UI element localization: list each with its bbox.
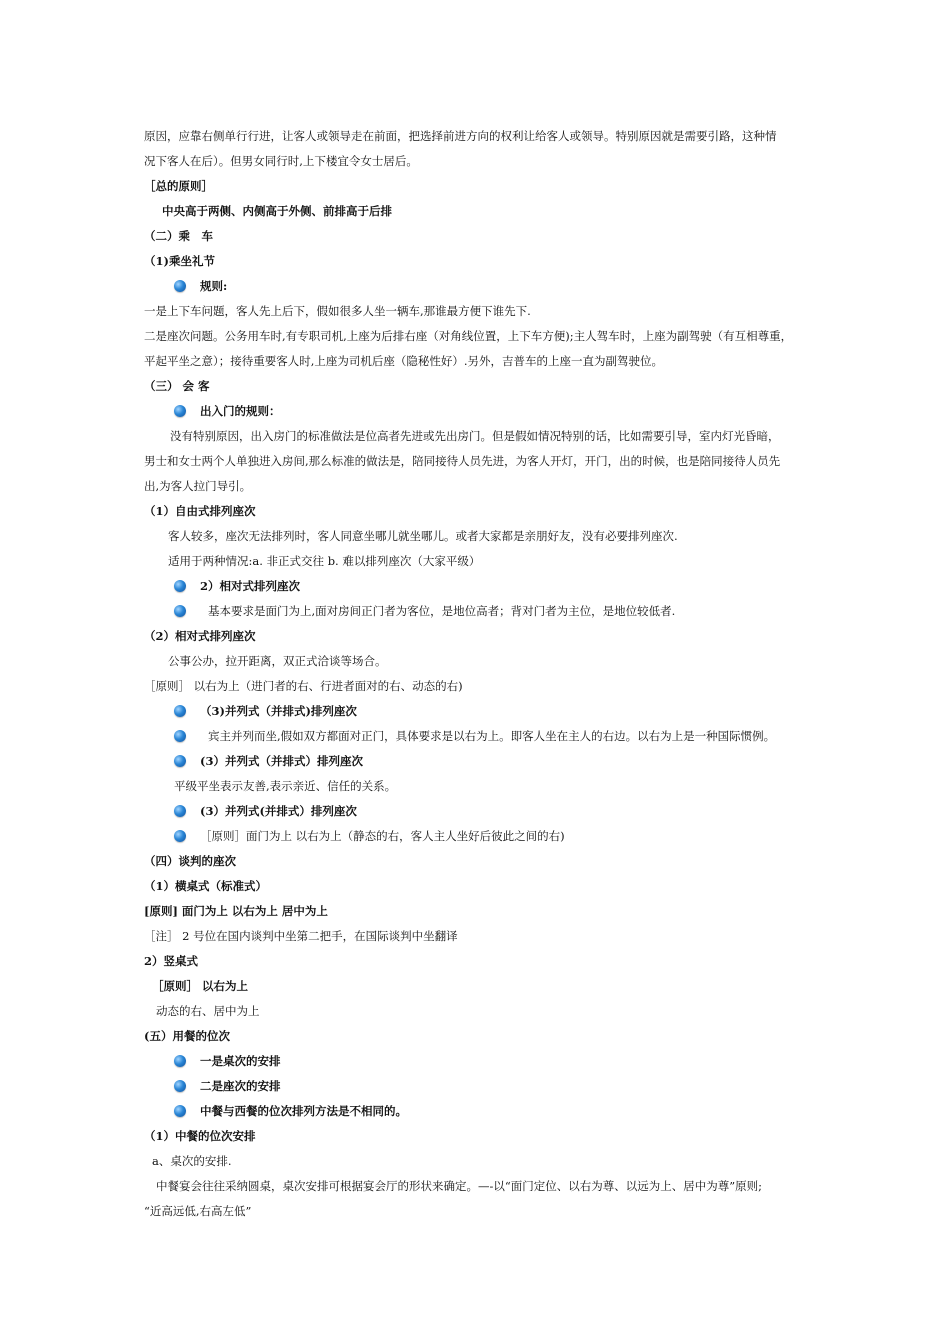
paragraph-line: ［原则］ 以右为上（进门者的右、行进者面对的右、动态的右) xyxy=(144,679,463,693)
section-heading: (五）用餐的位次 xyxy=(144,1029,230,1043)
paragraph-line: 出,为客人拉门导引。 xyxy=(144,479,252,493)
bullet-item: (3）并列式(并排式）排列座次 xyxy=(174,803,357,819)
subsection-heading: （1)乘坐礼节 xyxy=(144,254,215,268)
bullet-icon xyxy=(174,605,186,617)
bullet-icon xyxy=(174,755,186,767)
bullet-item: 中餐与西餐的位次排列方法是不相同的。 xyxy=(174,1103,407,1119)
bullet-item: 规则: xyxy=(174,278,227,294)
bullet-icon xyxy=(174,1080,186,1092)
bullet-item: 一是桌次的安排 xyxy=(174,1053,281,1069)
paragraph-line: a、桌次的安排. xyxy=(152,1154,232,1168)
paragraph-line: “近高远低,右高左低” xyxy=(144,1204,252,1218)
paragraph-line: 原因，应靠右侧单行行进，让客人或领导走在前面，把选择前进方向的权利让给客人或领导。特别原因就是需要引路，这种情 xyxy=(144,129,777,143)
paragraph-line: 一是上下车问题，客人先上后下，假如很多人坐一辆车,那谁最方便下谁先下. xyxy=(144,304,531,318)
bullet-item: ［原则］面门为上 以右为上（静态的右，客人主人坐好后彼此之间的右) xyxy=(174,828,565,844)
section-heading: （四）谈判的座次 xyxy=(144,854,236,868)
bullet-item: 出入门的规则： xyxy=(174,403,281,419)
bullet-item: 二是座次的安排 xyxy=(174,1078,281,1094)
paragraph-line: 公事公办，拉开距离，双正式洽谈等场合。 xyxy=(168,654,387,668)
subsection-heading: （1）横桌式（标准式） xyxy=(144,879,268,893)
paragraph-line: 况下客人在后）。但男女同行时,上下楼宜令女士居后。 xyxy=(144,154,418,168)
bullet-item: 基本要求是面门为上,面对房间正门者为客位，是地位高者；背对门者为主位，是地位较低者. xyxy=(174,603,675,619)
bullet-item: 宾主并列而坐,假如双方都面对正门，具体要求是以右为上。即客人坐在主人的右边。以右为上是一种国际惯例。 xyxy=(174,728,775,744)
paragraph-line: 二是座次问题。公务用车时,有专职司机,上座为后排右座（对角线位置，上下车方便);主人驾车时，上座为副驾驶（有互相尊重， xyxy=(144,329,793,343)
bullet-icon xyxy=(174,580,186,592)
paragraph-line: 适用于两种情况:a. 非正式交往 b. 难以排列座次（大家平级） xyxy=(168,554,481,568)
principle-line: 中央高于两侧、内侧高于外侧、前排高于后排 xyxy=(162,204,392,218)
paragraph-line: 男士和女士两个人单独进入房间,那么标准的做法是，陪同接待人员先进，为客人开灯，开门，出的时候，也是陪同接待人员先 xyxy=(144,454,781,468)
paragraph-line: 平起平坐之意）；接待重要客人时,上座为司机后座（隐秘性好）.另外，吉普车的上座一直为副驾驶位。 xyxy=(144,354,664,368)
paragraph-line: 没有特别原因，出入房门的标准做法是位高者先进或先出房门。但是假如情况特别的话，比如需要引导，室内灯光昏暗， xyxy=(170,429,780,443)
bullet-icon xyxy=(174,1055,186,1067)
paragraph-line: 平级平坐表示友善,表示亲近、信任的关系。 xyxy=(174,779,397,793)
principle-line: [原则] 面门为上 以右为上 居中为上 xyxy=(144,904,328,918)
paragraph-line: 中餐宴会往往采纳圆桌，桌次安排可根据宴会厅的形状来确定。—-以“面门定位、以右为尊、以远为上、居中为尊”原则; xyxy=(156,1179,763,1193)
bullet-icon xyxy=(174,805,186,817)
subsection-heading: （2）相对式排列座次 xyxy=(144,629,256,643)
paragraph-line: 客人较多，座次无法排列时，客人同意坐哪儿就坐哪儿。或者大家都是亲朋好友，没有必要排列座次. xyxy=(168,529,678,543)
note-line: ［注］ 2 号位在国内谈判中坐第二把手，在国际谈判中坐翻译 xyxy=(144,929,458,943)
bullet-icon xyxy=(174,1105,186,1117)
principle-line: ［原则］ 以右为上 xyxy=(152,979,249,993)
section-heading: （二）乘 车 xyxy=(144,229,213,243)
subsection-heading: （1）自由式排列座次 xyxy=(144,504,256,518)
subsection-heading: （1）中餐的位次安排 xyxy=(144,1129,256,1143)
bullet-icon xyxy=(174,405,186,417)
paragraph-line: 动态的右、居中为上 xyxy=(156,1004,260,1018)
bullet-icon xyxy=(174,705,186,717)
bullet-item: （3)并列式（并排式)排列座次 xyxy=(174,703,357,719)
bullet-icon xyxy=(174,830,186,842)
bullet-item: 2）相对式排列座次 xyxy=(174,578,300,594)
bullet-icon xyxy=(174,730,186,742)
bullet-item: (3）并列式（并排式）排列座次 xyxy=(174,753,363,769)
subsection-heading: 2）竖桌式 xyxy=(144,954,199,968)
section-heading: ［总的原则］ xyxy=(144,179,213,193)
section-heading: （三） 会 客 xyxy=(144,379,210,393)
bullet-icon xyxy=(174,280,186,292)
